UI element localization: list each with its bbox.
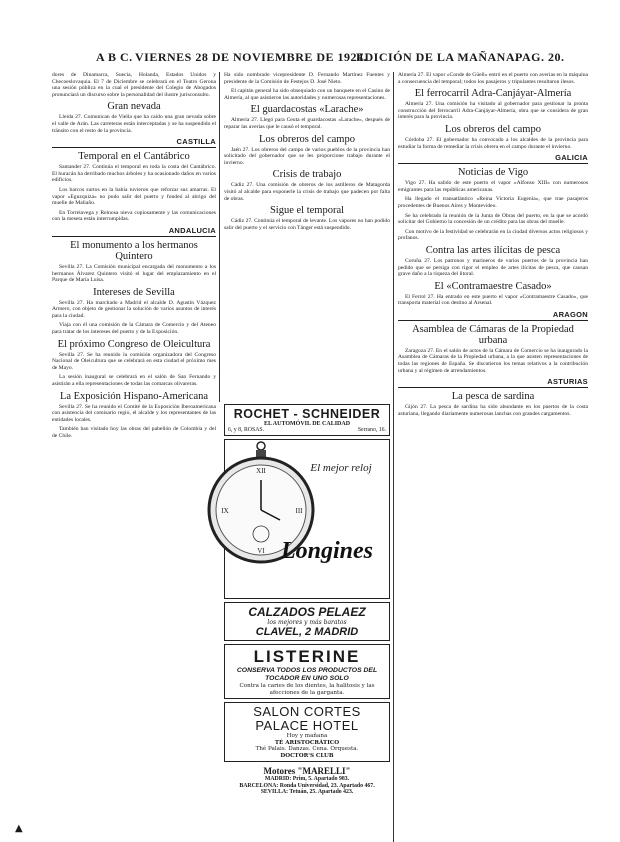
ad-rochet-schneider [224, 404, 390, 436]
article-headline: Crisis de trabajo [272, 169, 342, 181]
ad-motores-marelli [224, 765, 390, 797]
article-paragraph: Santander 27. Continúa el temporal en toda la costa del Cantábrico. El huracán ha derribado muchos árboles y ha ocasionado daños en varios edificios. [52, 164, 216, 184]
article-paragraph: También han visitado hoy las obras del pabellón de Colombia y del de Chile. [52, 426, 216, 439]
article-paragraph: Los barcos surtos en la bahía tuvieron que reforzar sus amarras. El vapor «Eguzquiza» no pudo salir del puerto y fondeó al abrigo del muelle de Maliaño. [52, 186, 216, 207]
column-3 [398, 72, 588, 842]
svg-text:VI: VI [257, 547, 265, 555]
ad-listerine [224, 644, 390, 699]
article-paragraph: Sevilla 27. Se ha reunido el Comité de la Exposición Iberoamericana con asistencia del comisario regio, el alcalde y los representantes de las entidades locales. [52, 403, 216, 423]
ad-address: Serrano, 16. [357, 427, 386, 433]
article-paragraph: Viaja con él una comisión de la Cámara de Comercio y del Ateneo para tratar de los intereses del puerto y de la Exposición. [52, 322, 216, 336]
article-paragraph: Sevilla 27. La Comisión municipal encargada del monumento a los hermanos Álvarez Quintero visitó el lugar del emplazamiento en el Parque de María Luisa. [52, 263, 216, 284]
article-paragraph: Gijón 27. La pesca de sardina ha sido abundante en los puertos de la costa asturiana, llegando diariamente numerosas lanchas con grandes cargamentos. [398, 404, 588, 417]
article-paragraph: Coruña 27. Los patronos y marineros de varios puertos de la provincia han pedido que se persiga con rigor el empleo de artes ilícitas de pesca, que causan grave daño a la riqueza del litoral. [398, 257, 588, 278]
ad-title: Motores "MARELLI" [263, 766, 351, 776]
ad-address: BARCELONA: Ronda Universidad, 23. Apartado 467. [239, 782, 375, 789]
article-headline: Contra las artes ilícitas de pesca [425, 244, 561, 256]
article-headline: Temporal en el Cantábrico [78, 151, 190, 163]
ad-note: Contra la caries de los dientes, la halitosis y las afecciones de la garganta. [239, 683, 375, 696]
print-mark-icon: ▲ [15, 823, 23, 834]
article-headline: Los obreros del campo [445, 123, 541, 135]
article-headline: El monumento a los hermanos Quintero [70, 239, 198, 262]
column-1 [52, 72, 216, 842]
ad-address: CLAVEL, 2 MADRID [255, 626, 359, 638]
header-edition: EDICIÓN DE LA MAÑANA. [356, 50, 519, 64]
page-header [0, 50, 620, 66]
article-headline: El «Contramaestre Casado» [434, 280, 552, 292]
ad-tagline: El mejor reloj [310, 462, 372, 474]
article-paragraph: La sesión inaugural se celebrará en el salón de San Fernando y asistirán a ella representaciones de todas las comarcas olivareras. [52, 374, 216, 388]
article-headline: El próximo Congreso de Oleicultura [57, 338, 211, 350]
article-paragraph: Sevilla 27. Se ha reunido la comisión organizadora del Congreso Nacional de Oleicultura que se celebrará en esta ciudad el próximo mes de Mayo. [52, 351, 216, 371]
ad-brand: Longines [281, 538, 374, 564]
article-headline: El ferrocarril Adra-Canjáyar-Almería [414, 88, 572, 100]
ad-title: SALON CORTES [253, 704, 361, 719]
ad-title: PALACE HOTEL [255, 718, 359, 733]
article-paragraph: Con motivo de la festividad se celebrarán en la ciudad diversos actos religiosos y profanos. [398, 228, 588, 242]
ad-address: MADRID: Prim, 5. Apartado 983. [264, 776, 350, 782]
article-paragraph: Se ha celebrado la reunión de la Junta de Obras del puerto, en la que se acordó solicitar del Gobierno la concesión de un crédito para las obras del muelle. [398, 212, 588, 226]
article-paragraph: Jaén 27. Los obreros del campo de varios pueblos de la provincia han solicitado del gobernador que se les proporcione trabajo durante el invierno. [224, 146, 390, 166]
ad-title: LISTERINE [253, 647, 361, 666]
ad-address-row [225, 427, 389, 433]
header-date: VIERNES 28 DE NOVIEMBRE DE 1924. [135, 50, 368, 64]
article-paragraph: Lleida 27. Comunican de Viella que ha caído una gran nevada sobre el valle de Arán. Las carreteras están interceptadas y se ha suspendido el tránsito con el resto de la provincia. [52, 114, 216, 134]
column-2 [224, 72, 390, 402]
article-headline: Sigue el temporal [269, 205, 345, 217]
ad-subtitle: EL AUTOMÓVIL DE CALIDAD [263, 421, 351, 427]
ad-subtitle: Hoy y mañana [286, 733, 328, 739]
article-paragraph: Almería 27. Llegó para Ceuta el guardacostas «Larache», después de reparar las averías que le causó el temporal. [224, 117, 390, 130]
article-paragraph: Cádiz 27. Continúa el temporal de levante. Los vapores no han podido salir del puerto y el servicio con Tánger está suspendido. [224, 218, 390, 231]
region-heading: ANDALUCIA [52, 226, 216, 237]
column-rule [393, 72, 394, 842]
article-paragraph: Vigo 27. Ha salido de este puerto el vapor «Alfonso XIII» con numerosos emigrantes para las repúblicas americanas. [398, 180, 588, 193]
ad-address: 6, y 8, ROSAS. [228, 427, 265, 433]
article-headline: Asamblea de Cámaras de la Propiedad urbana [412, 323, 574, 346]
ad-subtitle: Thé Palais. Danzas. Cena. Orquesta. [255, 746, 359, 752]
svg-text:III: III [295, 507, 303, 515]
ad-subtitle: TÉ ARISTOCRÁTICO [274, 739, 340, 746]
svg-text:XII: XII [256, 467, 266, 475]
ad-subtitle: DOCTOR'S CLUB [280, 752, 334, 759]
article-paragraph: dores de Dinamarca, Suecia, Holanda, Estados Unidos y Checoeslovaquia. El 7 de Diciembre se celebrará en el Teatro Gerona una sesión pública en la cual el presidente del Colegio de Abogados pronunciará un discurso sobre la personalidad del ilustre jurisconsulto. [52, 72, 216, 98]
article-paragraph: En Torrelavega y Reinosa nieva copiosamente y las comunicaciones con la meseta están interrumpidas. [52, 209, 216, 223]
ad-longines [221, 439, 390, 599]
region-heading: CASTILLA [52, 137, 216, 148]
article-headline: Los obreros del campo [259, 133, 355, 145]
svg-text:IX: IX [221, 507, 229, 515]
region-heading: GALICIA [398, 153, 588, 164]
article-headline: El guardacostas «Larache» [250, 104, 364, 116]
ad-calzados-pelaez [224, 602, 390, 641]
ad-title: CALZADOS PELAEZ [248, 605, 366, 619]
article-headline: La Exposición Hispano-Americana [59, 390, 209, 402]
ad-subtitle: los mejores y más baratos [267, 619, 347, 626]
ad-subtitle: CONSERVA TODOS LOS PRODUCTOS DEL TOCADOR EN UNO SOLO [236, 667, 378, 682]
article-paragraph: El Ferrol 27. Ha entrado en este puerto el vapor «Contramaestre Casado», que transporta material con destino al Arsenal. [398, 293, 588, 307]
article-paragraph: Ha sido nombrado vicepresidente D. Fernando Martínez Fuentes y presidente de la Comisión de Festejos D. José Nieto. [224, 72, 390, 85]
article-paragraph: Cádiz 27. Una comisión de obreros de los astilleros de Matagorda visitó al alcalde para exponerle la crisis de trabajo que padecen por falta de obras. [224, 182, 390, 202]
ad-title: ROCHET - SCHNEIDER [233, 407, 381, 421]
article-paragraph: Almería 27. El vapor «Conde de Güell» entró en el puerto con averías en la máquina a consecuencia del temporal; todos los pasajeros y tripulantes resultaron ilesos. [398, 72, 588, 85]
article-headline: Intereses de Sevilla [93, 286, 175, 298]
article-paragraph: Sevilla 27. Ha marchado a Madrid el alcalde D. Agustín Vázquez Armero, con objeto de gestionar la solución de varios asuntos de interés para la ciudad. [52, 299, 216, 319]
article-headline: La pesca de sardina [451, 391, 535, 403]
region-heading: ARAGON [398, 310, 588, 321]
publication-name: A B C. [96, 50, 133, 64]
article-paragraph: Zaragoza 27. En el salón de actos de la Cámara de Comercio se ha inaugurado la Asamblea de Cámaras de la Propiedad urbana, a la que asisten representaciones de todas las regiones de España. Se discutieron los temas relativos a la contribución urbana y al régimen de arrendamientos. [398, 347, 588, 374]
column-rule [219, 72, 220, 402]
article-paragraph: El capitán general ha sido obsequiado con un banquete en el Casino de Almería, al que asistieron las autoridades y numerosas representaciones. [224, 88, 390, 101]
header-page-number: PAG. 20. [515, 50, 565, 64]
article-paragraph: Córdoba 27. El gobernador ha convocado a los alcaldes de la provincia para estudiar la forma de remediar la crisis obrera en el campo durante el invierno. [398, 136, 588, 150]
article-paragraph: Almería 27. Una comisión ha visitado al gobernador para gestionar la pronta construcción del ferrocarril Adra-Canjáyar-Almería, obra que se considera de gran interés para la provincia. [398, 101, 588, 121]
article-headline: Noticias de Vigo [457, 167, 529, 179]
article-paragraph: Ha llegado el transatlántico «Reina Victoria Eugenia», que trae pasajeros procedentes de Buenos Aires y Montevideo. [398, 196, 588, 209]
advertisements [221, 404, 390, 800]
ad-address: SEVILLA: Tetuán, 25. Apartado 423. [260, 789, 354, 796]
region-heading: ASTURIAS [398, 377, 588, 388]
article-headline: Gran nevada [107, 101, 161, 113]
ad-salon-cortes [224, 702, 390, 762]
